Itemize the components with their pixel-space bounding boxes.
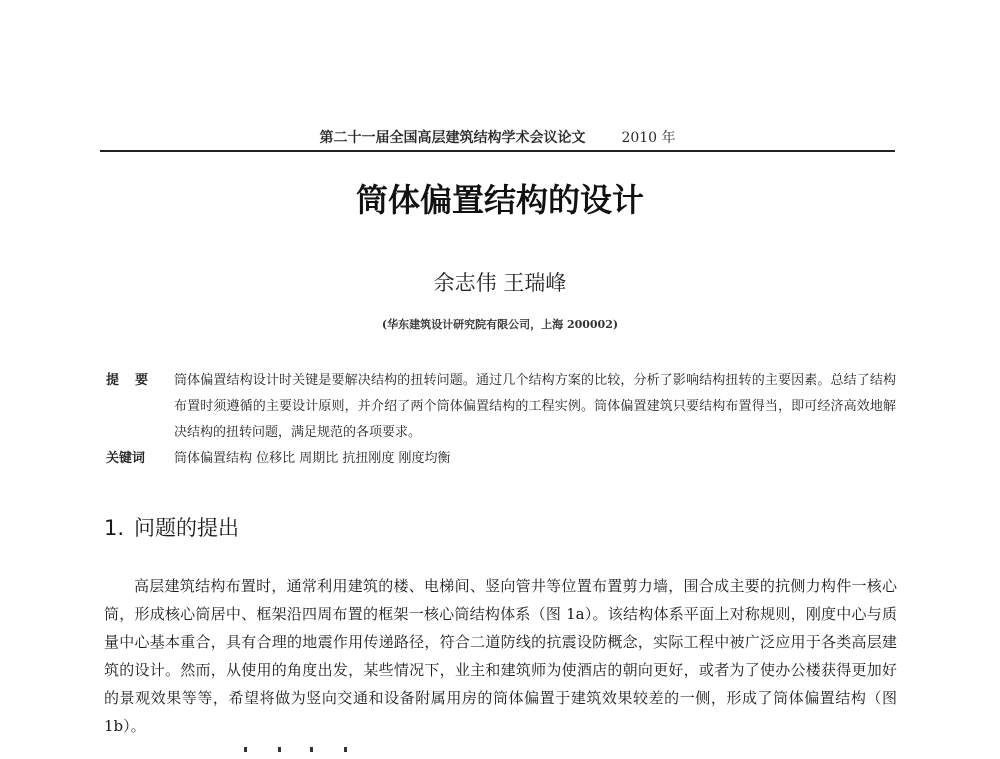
scan-dot (310, 747, 313, 752)
scan-dot-marks (244, 745, 374, 753)
keywords-label: 关键词 (106, 451, 146, 466)
affiliation: (华东建筑设计研究院有限公司，上海 200002) (381, 318, 619, 331)
section-number: 1. (104, 516, 125, 540)
keywords-text: 筒体偏置结构 位移比 周期比 抗扭刚度 刚度均衡 (174, 451, 451, 466)
body-paragraph: 高层建筑结构布置时，通常利用建筑的楼、电梯间、竖向管井等位置布置剪力墙，围合成主要的抗侧力构件一核心筒，形成核心筒居中、框架沿四周布置的框架一核心筒结构体系（图 1a）。该结构体系平面上对称规则，刚度中心与质量中心基本重合，具有合理的地震作用传递路径，符合二道防线的抗震设防概念，实际工程中被广泛应用于各类高层建筑的设计。然而，从使用的角度出发，某些情况下，业主和建筑师为使酒店的朝向更好，或者为了使办公楼获得更加好的景观效果等等，希望将做为竖向交通和设备附属用房的筒体偏置于建筑效果较差的一侧，形成了筒体偏置结构（图 1b）。 (104, 577, 897, 735)
paper-title: 筒体偏置结构的设计 (355, 181, 644, 219)
scan-dot (344, 747, 347, 752)
scan-dot (278, 747, 281, 752)
abstract-text: 筒体偏置结构设计时关键是要解决结构的扭转问题。通过几个结构方案的比较，分析了影响结构扭转的主要因素。总结了结构布置时须遵循的主要设计原则，并介绍了两个筒体偏置结构的工程实例。筒体偏置建筑只要结构布置得当，即可经济高效地解决结构的扭转问题，满足规范的各项要求。 (174, 373, 896, 440)
abstract-row (106, 368, 896, 446)
abstract-label: 提要 (106, 373, 165, 388)
conference-name: 第二十一届全国高层建筑结构学术会议论文 (319, 130, 586, 146)
section-heading (104, 512, 239, 544)
authors: 余志伟 王瑞峰 (433, 271, 567, 295)
conference-year: 2010 年 (621, 130, 676, 146)
abstract-block (106, 368, 896, 472)
scan-dot (244, 747, 247, 752)
section-title: 问题的提出 (134, 516, 240, 540)
keywords-row (106, 446, 896, 472)
running-header (100, 128, 895, 152)
